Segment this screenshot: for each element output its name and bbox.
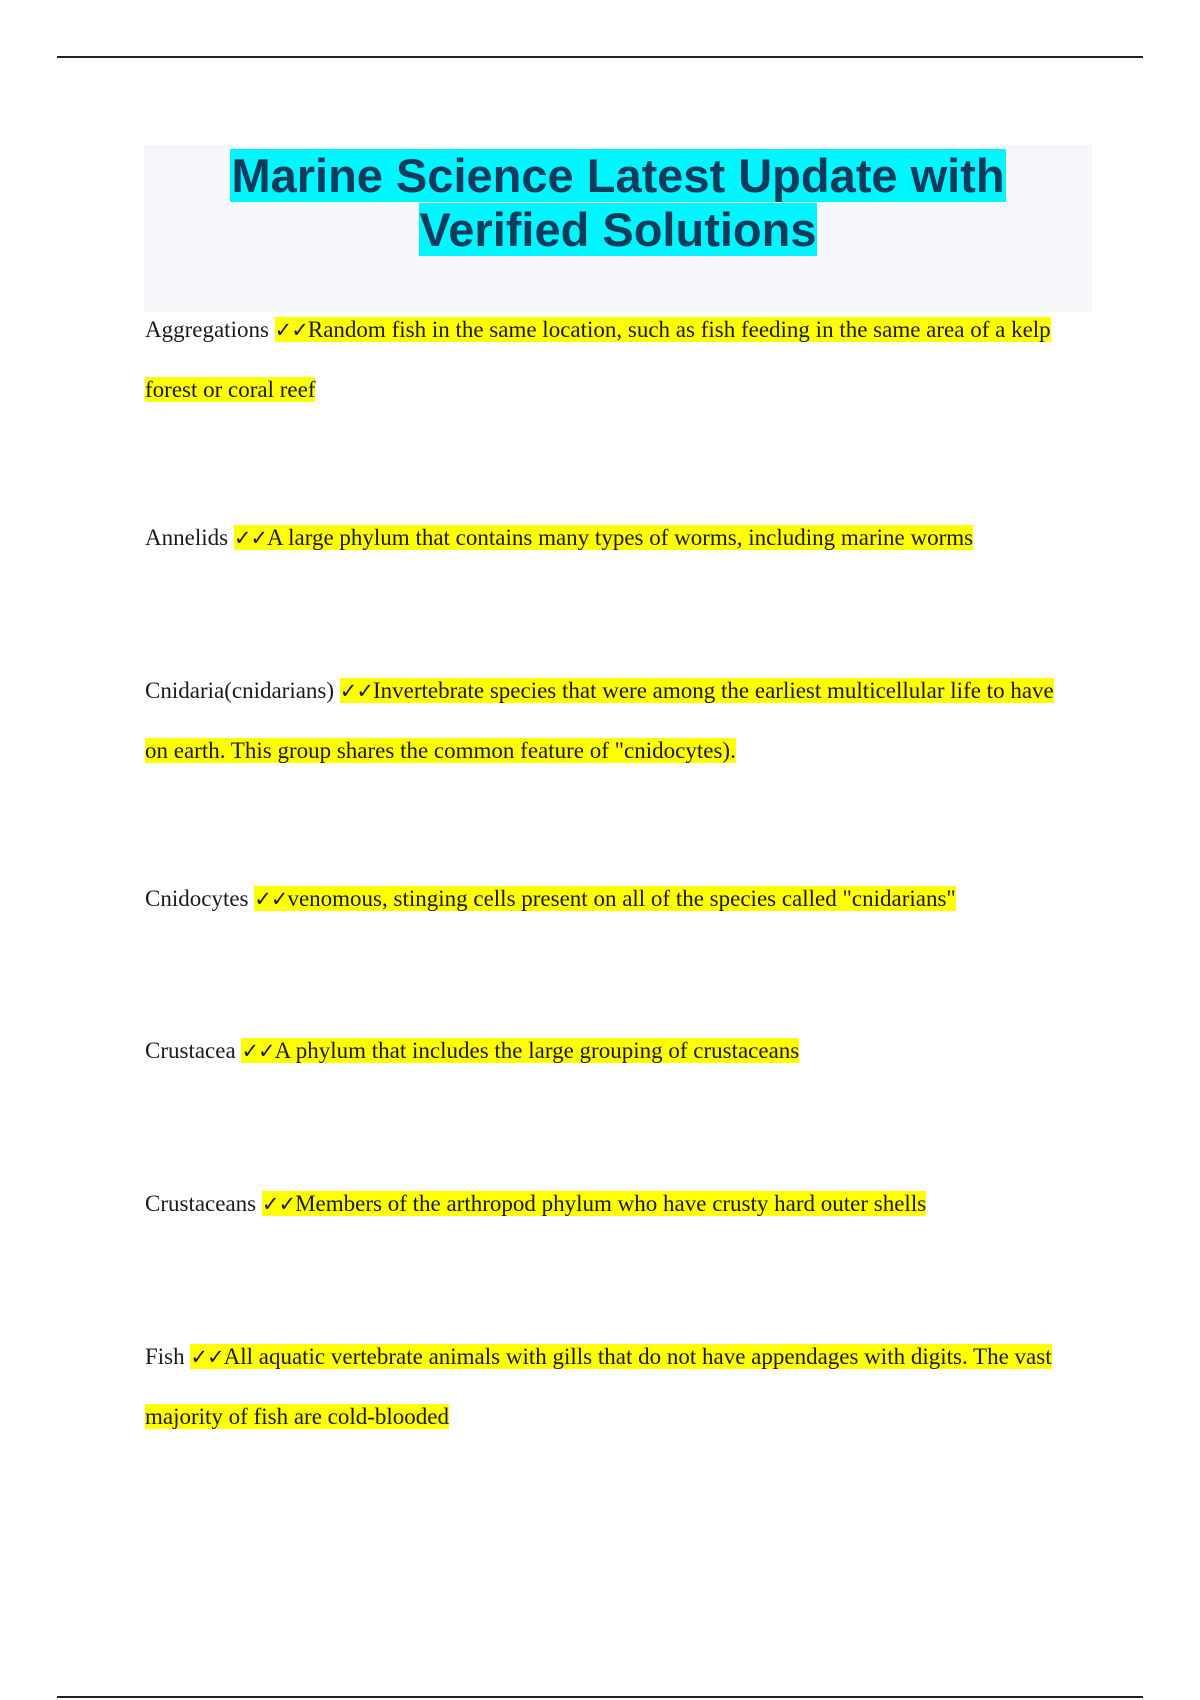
entry-definition: A large phylum that contains many types of worms, including marine worms xyxy=(267,525,974,550)
entry-term: Fish xyxy=(145,1344,185,1369)
double-check-icon: ✓✓ xyxy=(274,318,308,342)
entry-definition: venomous, stinging cells present on all of the species called "cnidarians" xyxy=(287,886,956,911)
entry-definition: All aquatic vertebrate animals with gills that do not have appendages with digits. The vast majority of fish are cold-blooded xyxy=(145,1344,1052,1429)
bottom-page-rule xyxy=(57,1696,1143,1698)
entry-term: Annelids xyxy=(145,525,229,550)
double-check-icon: ✓✓ xyxy=(339,679,373,703)
entry-definition: A phylum that includes the large grouping of crustaceans xyxy=(274,1038,800,1063)
double-check-icon: ✓✓ xyxy=(190,1345,224,1369)
entry-definition: Random fish in the same location, such as fish feeding in the same area of a kelp forest or coral reef xyxy=(145,317,1051,402)
entry-term: Aggregations xyxy=(145,317,269,342)
entry-term: Cnidocytes xyxy=(145,886,249,911)
double-check-icon: ✓✓ xyxy=(254,887,288,911)
entry-term: Crustacea xyxy=(145,1038,236,1063)
glossary-entry xyxy=(145,869,1065,929)
entry-term: Cnidaria(cnidarians) xyxy=(145,678,335,703)
glossary-entry xyxy=(145,300,1065,420)
glossary-entry xyxy=(145,508,1065,568)
entry-term: Crustaceans xyxy=(145,1191,257,1216)
document-title xyxy=(144,145,1092,257)
entry-definition: Members of the arthropod phylum who have crusty hard outer shells xyxy=(295,1191,927,1216)
double-check-icon: ✓✓ xyxy=(233,526,268,550)
entry-definition: Invertebrate species that were among the earliest multicellular life to have on earth. This group shares the common feature of "cnidocytes). xyxy=(145,678,1054,763)
title-line-1: Marine Science Latest Update with xyxy=(231,149,1005,202)
double-check-icon: ✓✓ xyxy=(261,1192,296,1216)
title-line-2: Verified Solutions xyxy=(419,203,817,256)
glossary-entry xyxy=(145,1327,1065,1447)
title-panel xyxy=(144,145,1092,312)
glossary-entry xyxy=(145,661,1065,781)
glossary-entry xyxy=(145,1174,1065,1234)
glossary-entry xyxy=(145,1021,1065,1081)
top-page-rule xyxy=(57,56,1143,58)
double-check-icon: ✓✓ xyxy=(241,1039,275,1063)
